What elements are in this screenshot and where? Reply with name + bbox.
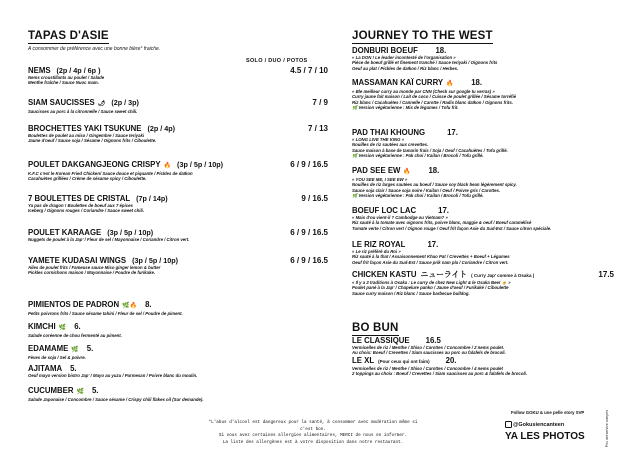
item-description: Salade Japonaise / Concombre / Sauce sésame / Crispy chili flakes oil (Sur demande). — [28, 397, 204, 402]
menu-item — [28, 322, 328, 338]
footer-line: *L'abus d'alcool est dangereux pour la santé, à consommer avec modération même si c'est bon. — [208, 420, 418, 432]
item-name-line — [28, 66, 328, 75]
instagram-handle[interactable] — [505, 421, 564, 428]
spicy-icon: 🌶 — [97, 101, 106, 107]
item-price: 17. — [427, 240, 439, 249]
item-quantity: (2p / 4p / 6p ) — [56, 66, 101, 75]
menu-item — [28, 386, 328, 402]
item-description: Ya pas de dragon ! Boulettes de boeuf aux 7 épices — [28, 203, 133, 208]
item-description: Pièce de boeuf grillé et finement tranché / Sauce teriyaki / Oignons frits — [352, 60, 498, 66]
footer-line: Si vous avez certaines allergies alimentaires, MERCI de nous en informer. — [218, 433, 408, 439]
item-price: 8. — [145, 300, 152, 309]
sizes-header: SOLO / DUO / POTOS — [246, 58, 308, 64]
item-quantity: (3p / 5p / 10p) — [107, 228, 154, 237]
section-title-journey: JOURNEY TO THE WEST — [352, 30, 493, 42]
item-japanese-name: ニューライト — [420, 270, 468, 279]
item-price: 18. — [435, 46, 447, 55]
item-price: 17. — [438, 206, 449, 215]
item-quantity: (2p / 4p) — [147, 124, 176, 133]
menu-item — [28, 66, 328, 86]
item-description: Tomate verte / Citron vert / Oignon rouge / Oeuf frit façon Asie du Sud-Est / Sauce citron spéciale. — [352, 225, 552, 231]
item-name-line — [352, 206, 614, 215]
menu-item — [352, 46, 614, 71]
item-description: « YOU SEE ME, I SEE EW » — [352, 177, 408, 182]
item-name: NEMS — [28, 66, 51, 75]
item-name: BROCHETTES YAKI TSUKUNE — [28, 124, 142, 133]
item-description: Saucisses au porc à la citronnelle / Sauce sweet chili. — [28, 109, 138, 114]
section-title-bobun: BO BUN — [352, 322, 399, 334]
footer-notice — [208, 420, 418, 446]
item-description: Boulettes de poulet au miso / Gingembre / Sauce teriyaki — [28, 133, 145, 138]
item-price: 17. — [447, 128, 458, 137]
item-description: Riz blanc / Cacahuètes / Cannelle / Carotte / Radis blanc daïkon / Oignons frits. — [352, 99, 513, 105]
item-description: Curry jaune fait maison / Lait de coco / Cuisse de poulet grillée / Sésame torréfié — [352, 94, 517, 100]
item-name: CHICKEN KASTU — [352, 270, 417, 279]
vegetarian-icon: 🌿 — [71, 347, 79, 353]
item-description: Oeuf mayo version bistro Jap' / Mayo au yuzu / Parmesan / Poivre blanc du moulin. — [28, 373, 198, 378]
item-name-line — [352, 128, 614, 137]
item-price: 4.5 / 7 / 10 — [290, 66, 328, 75]
item-name: POULET KARAAGE — [28, 228, 102, 237]
item-name-line — [352, 270, 614, 280]
menu-item — [352, 78, 614, 111]
menu-item — [352, 240, 614, 265]
item-price: 7 / 13 — [307, 124, 328, 133]
item-description: Riz sauté à la tomate avec oignons frits, poivre blanc, maggie & oeuf / Boeuf caramélisé — [352, 220, 532, 226]
item-quantity: (7p / 14p) — [136, 194, 168, 203]
vegetarian-icon: 🌿 — [58, 325, 67, 331]
menu-item — [28, 98, 328, 114]
item-description: 🌿 Version végétarienne : Mix de légumes / Tofu frit. — [352, 105, 459, 111]
menu-item — [28, 344, 328, 360]
item-name-line — [28, 344, 328, 355]
item-description: Nouilles de riz larges sautées au boeuf / Sauce soy black bean légèrement spicy. — [352, 182, 517, 188]
item-price: 5. — [70, 364, 77, 373]
item-name: LE XL — [352, 356, 375, 365]
item-name-line — [28, 124, 328, 133]
item-price: 6. — [74, 322, 81, 331]
menu-item — [352, 166, 614, 199]
item-name-line — [352, 166, 614, 177]
item-description: « LONG LIVE THE KING » — [352, 137, 405, 142]
item-price: 6 / 9 / 16.5 — [290, 160, 328, 169]
menu-item — [28, 124, 328, 144]
item-description: Iceberg / Oignons rouges / Coriandre / Sauce sweet chili. — [28, 208, 145, 214]
item-name-line — [28, 386, 328, 397]
item-name: CUCUMBER — [28, 386, 74, 395]
item-name: BOEUF LOC LAC — [352, 206, 417, 215]
item-description: 🌿 Version végétarienne : Pak choi / Kailan / Brocoli / Tofu grillé. — [352, 193, 484, 199]
item-description: Nuggets de poulet à la Jap' / Fleur de sel / Mayonnaise / Coriandre / Citron vert. — [28, 237, 190, 242]
item-description: Sauce maison à base de tamarin frais / Soja / Oeuf / Cacahuètes / Tofu grillé. — [352, 147, 508, 153]
item-price: 7 / 9 — [312, 98, 328, 107]
item-note: (Pour ceux qui ont faim) — [378, 359, 430, 364]
item-name: KIMCHI — [28, 322, 56, 331]
item-name-line — [352, 336, 614, 345]
item-description: Menthe fraîche / Sauce Nuoc mam. — [28, 80, 99, 86]
item-description: Petits poivrons frits / Sauce sésame tahini / Fleur de sel / Poudre de piment. — [28, 311, 183, 316]
item-description: Oeuf au plat / Pickles de daïkon / Riz blanc / Herbes. — [352, 65, 459, 71]
item-description: Pickles cornichons maison / Mayonnaise / Poudre de furikake. — [28, 270, 156, 276]
item-price: 18. — [471, 78, 483, 87]
item-description: Ailes de poulet frits / Fameuse sauce Miso ginger lemon & butter — [28, 265, 161, 270]
item-price: 5. — [91, 386, 99, 395]
vegetarian-icon: 🌿 — [76, 389, 84, 395]
item-name-line — [28, 228, 328, 237]
item-description: 🌿 Version végétarienne : Pak choi / Kailan / Brocoli / Tofu grillé. — [352, 153, 484, 159]
item-name: LE CLASSIQUE — [352, 336, 410, 345]
spicy-icon: 🔥 — [163, 163, 172, 169]
item-description: Sauce curry maison / Riz blanc / Sauce barbecue bulldog. — [352, 290, 470, 296]
item-description: K.F.C c'est le Korean Fried Chicken/ Sauce douce et piquante / Pickles de daïkon — [28, 171, 193, 176]
item-name-line — [28, 364, 328, 373]
side-note: Prix net service compris — [605, 410, 609, 448]
menu-item — [28, 256, 328, 276]
item-name-line — [352, 240, 614, 249]
item-description: « Il y a 2 traditions à Osaka : Le curry de chez New Light & le Osaka Beer 🍺 » — [352, 280, 511, 285]
item-name: SIAM SAUCISSES — [28, 98, 95, 107]
item-description: 2 toppings au choix : Boeuf / Crevettes / Siam saucisses au porc & falafels de brocoli. — [352, 371, 528, 377]
item-description: Nouilles de riz sautées aux crevettes. — [352, 142, 429, 148]
item-name: 7 BOULETTES DE CRISTAL — [28, 194, 131, 203]
item-description: Nems croustillants au poulet / Salade — [28, 75, 105, 80]
item-description: Jaune d'oeuf / Sauce soja / Sésame / Oignons frits / Ciboulette. — [28, 138, 157, 144]
menu-item — [28, 228, 328, 242]
item-description: « Ble meilleur curry au monde par CNN (Check sur google tu verras) » — [352, 89, 495, 94]
item-name-line — [28, 256, 328, 265]
item-description: « Mais d'ou vient-il ? Cambodge ou Vietnam? » — [352, 215, 448, 220]
item-name: DONBURI BOEUF — [352, 46, 418, 55]
photos-callout: YA LES PHOTOS — [505, 431, 585, 442]
vegetarian-icon: 🌿🔥 — [122, 303, 138, 309]
item-name-line — [28, 322, 328, 333]
item-description: « Le riz préféré du Roi » — [352, 249, 401, 254]
item-quantity: (3p / 5p / 10p) — [132, 256, 178, 265]
instagram-text: @Gokusiencanteen — [513, 421, 565, 428]
section-title-tapas: TAPAS D'ASIE — [28, 30, 109, 42]
item-name: PAD SEE EW — [352, 166, 401, 175]
item-name: POULET DAKGANGJEONG CRISPY — [28, 160, 161, 169]
item-description: Sauce soja clair / Sauce soja noire / Kailan / Oeuf / Poivre gris / Carottes. — [352, 187, 501, 193]
menu-item — [28, 194, 328, 214]
item-name: YAMETE KUDASAI WINGS — [28, 256, 127, 265]
item-description: Oeuf frit façon Asie du Sud-Est / Sauce prik nam pla / Coriandre / Citron vert. — [352, 259, 509, 265]
item-name-line — [28, 98, 328, 109]
item-quantity: (3p / 5p / 10p) — [177, 160, 223, 169]
menu-item — [352, 336, 614, 356]
menu-item — [352, 206, 614, 231]
item-price: 18. — [428, 166, 440, 175]
item-description: Poulet pané à la Jap' / Chapelure panko / Jaune d'oeuf / Furikaké / Ciboulette — [352, 285, 509, 291]
follow-note: Follow GOKU & une pelle story SVP — [511, 410, 585, 415]
spicy-icon: 🔥 — [446, 81, 454, 87]
menu-item — [28, 300, 328, 316]
item-description: Salade coréenne de chou fermenté au piment. — [28, 333, 122, 338]
spicy-icon: 🔥 — [403, 169, 411, 175]
item-tagline: ( Curry Jap' comme à Osaka ) — [471, 273, 535, 278]
item-name: AJITAMA — [28, 364, 63, 373]
item-description: Vermicelles de riz / Menthe / Shiso / Carottes / Concombre / 4 nems poulet — [352, 366, 503, 371]
item-name-line — [352, 46, 614, 55]
item-name: EDAMAME — [28, 344, 69, 353]
item-name-line — [28, 300, 328, 311]
item-name: LE RIZ ROYAL — [352, 240, 406, 249]
item-description: Cacahuètes grillées / Crème de sésame spicy / Ciboulette. — [28, 176, 147, 182]
item-description: Au choix: Boeuf / Crevettes / Siam saucisses au porc ou falafels de brocoli. — [352, 350, 506, 356]
item-price: 9 / 16.5 — [301, 194, 328, 203]
item-name: PIMIENTOS DE PADRON — [28, 300, 120, 309]
item-description: Fèves de soja / Sel & poivre. — [28, 355, 86, 360]
item-name: MASSAMAN KAÏ CURRY — [352, 78, 444, 87]
item-price: 17.5 — [598, 270, 614, 279]
item-name: PAD THAI KHOUNG — [352, 128, 426, 137]
menu-item — [352, 270, 614, 296]
menu-item — [28, 364, 328, 378]
section-subtitle: A consommer de préférence avec une bonne bière° fraiche. — [28, 46, 161, 52]
item-description: Riz sauté à la thaï / Assaisonnement Khao Pat / Crevettes + Boeuf + Légumes — [352, 254, 510, 260]
item-price: 20. — [445, 356, 457, 365]
menu-item — [28, 160, 328, 182]
item-price: 5. — [86, 344, 94, 353]
instagram-icon — [505, 421, 512, 428]
item-name-line — [352, 78, 614, 89]
item-description: « La DON ! Le leader incontesté de l'organisation » — [352, 55, 456, 60]
item-quantity: (2p / 3p) — [111, 98, 139, 107]
item-price: 6 / 9 / 16.5 — [290, 256, 328, 265]
item-name-line — [28, 160, 328, 171]
item-name-line — [28, 194, 328, 203]
item-name-line — [352, 356, 614, 366]
item-price: 6 / 9 / 16.5 — [290, 228, 328, 237]
item-description: Vermicelles de riz / Menthe / Shiso / Carottes / Concombre / 2 nems poulet. — [352, 345, 505, 350]
item-price: 16.5 — [425, 336, 441, 345]
menu-item — [352, 356, 614, 377]
footer-line: La liste des allergènes est à votre disposition dans notre restaurant. — [222, 439, 404, 445]
menu-item — [352, 128, 614, 159]
